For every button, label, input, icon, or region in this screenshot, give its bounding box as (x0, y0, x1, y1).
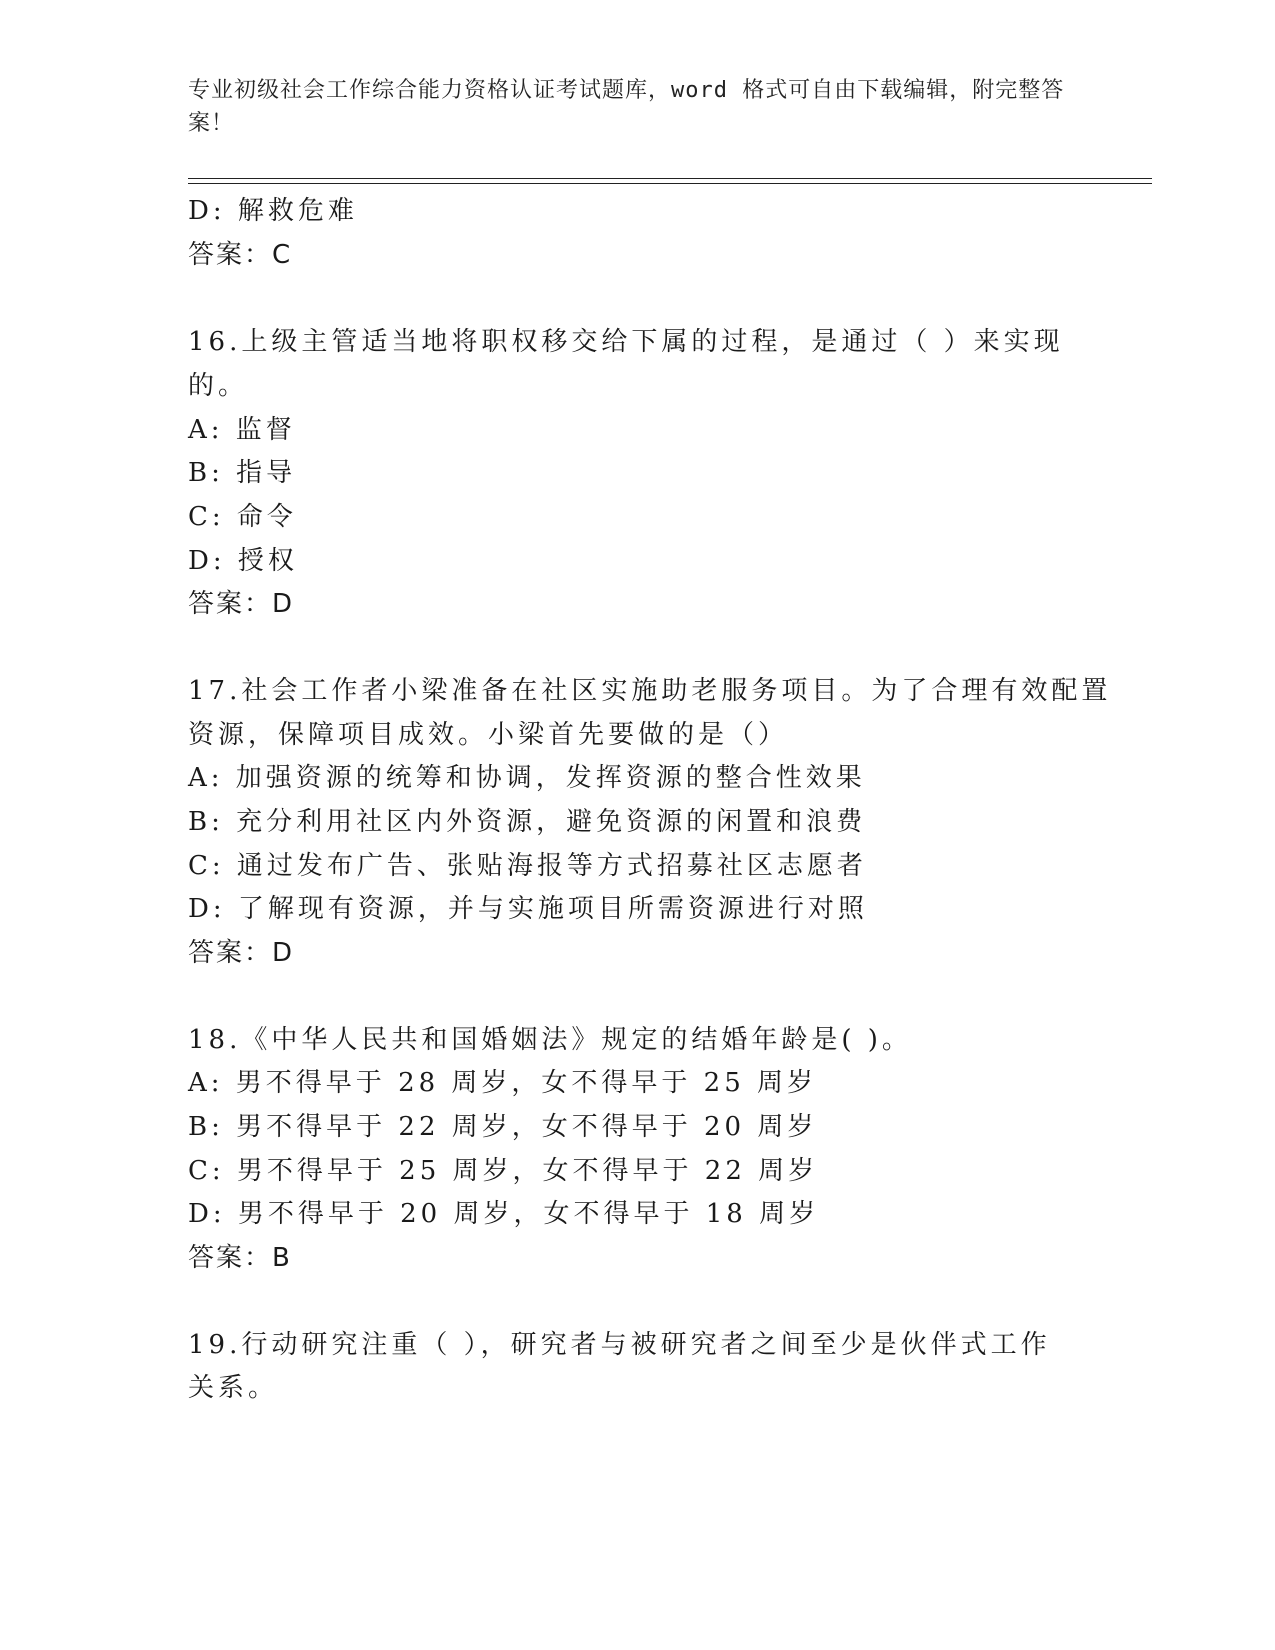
q18-option-b: B: 男不得早于 22 周岁，女不得早于 20 周岁 (188, 1112, 818, 1142)
q16-answer: 答案：D (188, 589, 295, 619)
q17-option-b: B: 充分利用社区内外资源，避免资源的闲置和浪费 (188, 807, 867, 837)
q15-option-d: D: 解救危难 (188, 196, 358, 226)
q16-option-d: D: 授权 (188, 546, 298, 576)
page-header: 专业初级社会工作综合能力资格认证考试题库，word 格式可自由下载编辑，附完整答案！ (188, 78, 1065, 136)
q18-stem-line1: 18.《中华人民共和国婚姻法》规定的结婚年龄是( )。 (188, 1025, 912, 1055)
q18-option-c: C: 男不得早于 25 周岁，女不得早于 22 周岁 (188, 1156, 819, 1186)
q18-answer: 答案：B (188, 1243, 292, 1273)
q17-stem-line1: 17.社会工作者小梁准备在社区实施助老服务项目。为了合理有效配置 (188, 676, 1112, 706)
q19-stem-line1: 19.行动研究注重（ ），研究者与被研究者之间至少是伙伴式工作 (188, 1330, 1051, 1360)
q17-option-c: C: 通过发布广告、张贴海报等方式招募社区志愿者 (188, 851, 867, 881)
q17-option-d: D: 了解现有资源，并与实施项目所需资源进行对照 (188, 894, 868, 924)
q19-stem-line2: 关系。 (188, 1373, 279, 1403)
q17-stem-line2: 资源，保障项目成效。小梁首先要做的是（） (188, 720, 789, 750)
q17-answer: 答案：D (188, 938, 295, 968)
q16-stem-line1: 16.上级主管适当地将职权移交给下属的过程，是通过（ ）来实现 (188, 327, 1064, 357)
header-divider-bottom (188, 183, 1152, 184)
header-divider-top (188, 178, 1152, 179)
q15-answer: 答案：C (188, 240, 293, 270)
q16-option-c: C: 命令 (188, 502, 297, 532)
q16-stem-line2: 的。 (188, 371, 249, 401)
q18-option-d: D: 男不得早于 20 周岁，女不得早于 18 周岁 (188, 1199, 820, 1229)
q16-option-a: A: 监督 (188, 415, 296, 445)
q18-option-a: A: 男不得早于 28 周岁，女不得早于 25 周岁 (188, 1068, 818, 1098)
q17-option-a: A: 加强资源的统筹和协调，发挥资源的整合性效果 (188, 763, 866, 793)
q16-option-b: B: 指导 (188, 458, 297, 488)
